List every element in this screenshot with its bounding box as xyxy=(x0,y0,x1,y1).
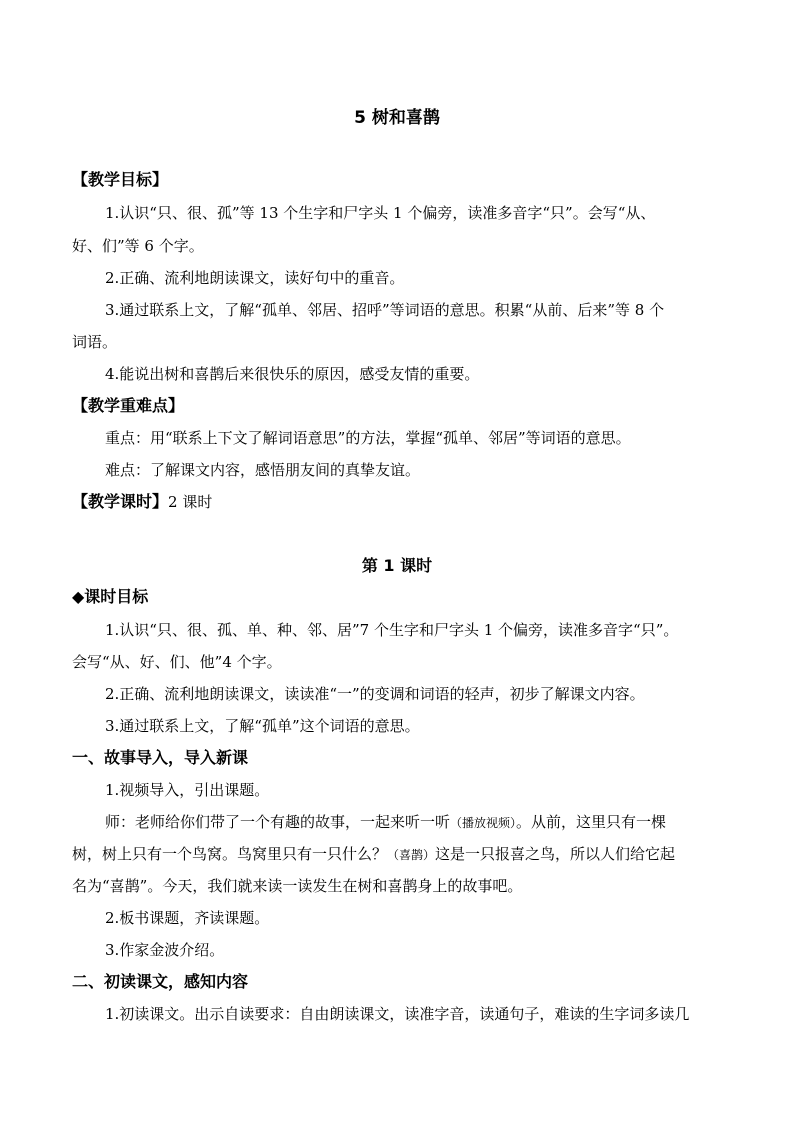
text-run: 。从前，这里只有一棵 xyxy=(516,813,667,831)
objectives-heading: 【教学目标】 xyxy=(72,170,169,189)
hours-heading: 【教学课时】 xyxy=(72,492,169,511)
objective-line: 2.正确、流利地朗读课文，读好句中的重音。 xyxy=(105,269,405,287)
step-line: 1.初读课文。出示自读要求：自由朗读课文，读准字音，读通句子，难读的生字词多读几 xyxy=(105,1005,690,1023)
key-point: 重点：用“联系上下文了解词语意思”的方法，掌握“孤单、邻居”等词语的意思。 xyxy=(105,429,631,447)
objective-line: 好、们”等 6 个字。 xyxy=(72,237,204,255)
objective-line: 词语。 xyxy=(72,333,118,351)
teacher-paragraph-line: 名为“喜鹊”。今天，我们就来读一读发生在树和喜鹊身上的故事吧。 xyxy=(72,877,523,895)
teacher-paragraph-line xyxy=(72,844,724,865)
step-line: 1.视频导入，引出课题。 xyxy=(105,781,270,799)
objective-line: 4.能说出树和喜鹊后来很快乐的原因，感受友情的重要。 xyxy=(105,365,480,383)
hours-row xyxy=(72,492,724,512)
objective-line: 3.通过联系上文，了解“孤单、邻居、招呼”等词语的意思。积累“从前、后来”等 8 个 xyxy=(105,301,665,319)
text-run: 树，树上只有一个鸟窝。鸟窝里只有一只什么？ xyxy=(72,845,388,863)
hard-point: 难点：了解课文内容，感悟朋友间的真挚友谊。 xyxy=(105,461,421,479)
lesson-goal-line: 2.正确、流利地朗读课文，读读准“一”的变调和词语的轻声，初步了解课文内容。 xyxy=(105,685,645,703)
lesson-title: 第 1 课时 xyxy=(361,556,433,575)
stage-note: （播放视频） xyxy=(450,816,517,830)
section-heading-2: 二、初读课文，感知内容 xyxy=(72,972,249,991)
stage-note: （喜鹊） xyxy=(387,848,436,862)
step-line: 2.板书课题，齐读课题。 xyxy=(105,909,270,927)
text-run: 这是一只报喜之鸟，所以人们给它起 xyxy=(435,845,676,863)
difficulties-heading: 【教学重难点】 xyxy=(72,396,185,415)
hours-value: 2 课时 xyxy=(168,493,213,511)
text-run: 师：老师给你们带了一个有趣的故事，一起来听一听 xyxy=(105,813,451,831)
teacher-paragraph-line xyxy=(105,812,725,833)
lesson-goal-line: 会写“从、好、们、他”4 个字。 xyxy=(72,653,282,671)
lesson-goal-line: 1.认识“只、很、孤、单、种、邻、居”7 个生字和尸字头 1 个偏旁，读准多音字“只”。 xyxy=(105,621,679,639)
section-heading-1: 一、故事导入，导入新课 xyxy=(72,748,249,767)
step-line: 3.作家金波介绍。 xyxy=(105,941,225,959)
lesson-goal-heading: ◆课时目标 xyxy=(72,587,149,606)
lesson-goal-line: 3.通过联系上文，了解“孤单”这个词语的意思。 xyxy=(105,717,420,735)
objective-line: 1.认识“只、很、孤”等 13 个生字和尸字头 1 个偏旁，读准多音字“只”。会写“从、 xyxy=(105,204,656,222)
page-title: 5 树和喜鹊 xyxy=(354,108,440,128)
